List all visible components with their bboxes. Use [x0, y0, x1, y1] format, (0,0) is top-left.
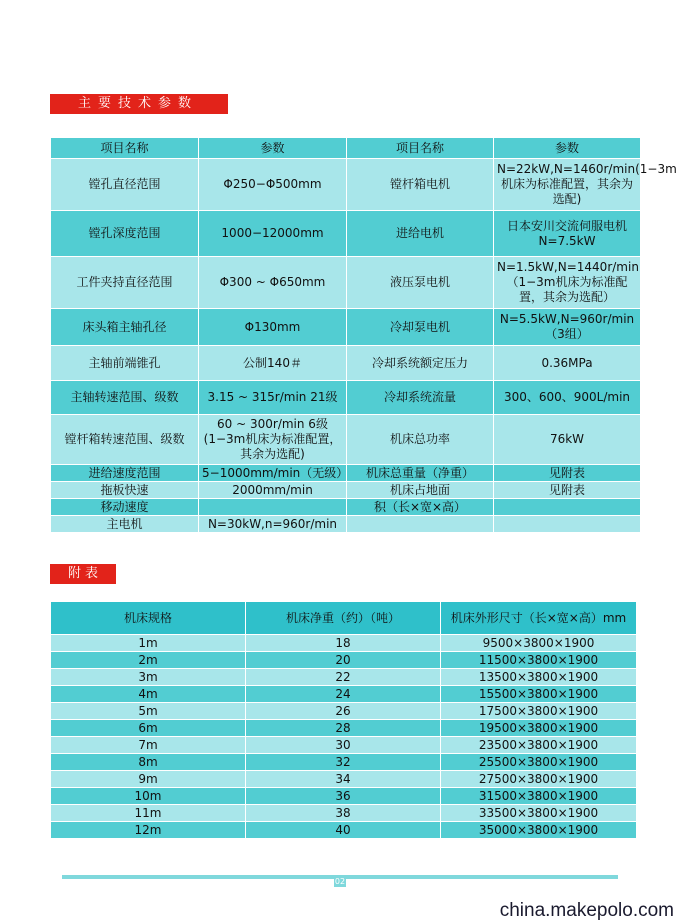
appendix-table-row: [51, 635, 637, 652]
spec-table-row: [51, 159, 641, 211]
appendix-table-row: [51, 788, 637, 805]
appendix-cell: 32: [246, 754, 441, 771]
appendix-cell: 27500×3800×1900: [441, 771, 637, 788]
appendix-cell: 33500×3800×1900: [441, 805, 637, 822]
appendix-cell: 10m: [51, 788, 246, 805]
spec-cell: 见附表: [494, 465, 641, 482]
spec-cell: 镗杆箱转速范围、级数: [51, 415, 199, 465]
appendix-cell: 24: [246, 686, 441, 703]
spec-cell: 76kW: [494, 415, 641, 465]
appendix-cell: 19500×3800×1900: [441, 720, 637, 737]
spec-cell: 镗孔深度范围: [51, 211, 199, 257]
spec-cell: 冷却系统额定压力: [347, 346, 494, 381]
appendix-cell: 23500×3800×1900: [441, 737, 637, 754]
appendix-table-row: [51, 822, 637, 839]
spec-table-row: [51, 516, 641, 533]
spec-cell: 300、600、900L/min: [494, 381, 641, 415]
appendix-header-cell: 机床规格: [51, 602, 246, 635]
spec-cell: 主轴转速范围、级数: [51, 381, 199, 415]
spec-cell: 镗孔直径范围: [51, 159, 199, 211]
appendix-cell: 12m: [51, 822, 246, 839]
spec-cell: 镗杆箱电机: [347, 159, 494, 211]
spec-cell: 见附表: [494, 482, 641, 499]
spec-table-row: [51, 211, 641, 257]
spec-cell: 冷却泵电机: [347, 309, 494, 346]
spec-table-row: [51, 415, 641, 465]
spec-cell: 机床总功率: [347, 415, 494, 465]
spec-cell: N=30kW,n=960r/min: [199, 516, 347, 533]
appendix-table: [50, 601, 637, 839]
spec-cell: 床头箱主轴孔径: [51, 309, 199, 346]
spec-table-row: [51, 499, 641, 516]
spec-header-cell: 项目名称: [51, 138, 199, 159]
spec-cell: 进给速度范围: [51, 465, 199, 482]
spec-cell: 机床占地面: [347, 482, 494, 499]
spec-header-cell: 参数: [494, 138, 641, 159]
page-number: 02: [334, 877, 346, 886]
spec-cell: 60 ~ 300r/min 6级(1−3m机床为标准配置，其余为选配): [199, 415, 347, 465]
appendix-table-row: [51, 737, 637, 754]
spec-cell: 进给电机: [347, 211, 494, 257]
appendix-cell: 25500×3800×1900: [441, 754, 637, 771]
spec-table: [50, 137, 677, 533]
appendix-cell: 36: [246, 788, 441, 805]
appendix-cell: 28: [246, 720, 441, 737]
spec-cell: [199, 499, 347, 516]
spec-cell: [494, 499, 641, 516]
spec-cell: 工件夹持直径范围: [51, 257, 199, 309]
spec-cell: Φ250−Φ500mm: [199, 159, 347, 211]
appendix-table-row: [51, 720, 637, 737]
spec-cell: 拖板快速: [51, 482, 199, 499]
spec-cell: 日本安川交流伺服电机N=7.5kW: [494, 211, 641, 257]
appendix-cell: 11m: [51, 805, 246, 822]
spec-cell: 0.36MPa: [494, 346, 641, 381]
appendix-table-row: [51, 805, 637, 822]
spec-header-cell: 项目名称: [347, 138, 494, 159]
appendix-cell: 13500×3800×1900: [441, 669, 637, 686]
appendix-table-row: [51, 771, 637, 788]
appendix-cell: 6m: [51, 720, 246, 737]
appendix-cell: 5m: [51, 703, 246, 720]
appendix-cell: 4m: [51, 686, 246, 703]
spec-table-row: [51, 482, 641, 499]
section-header-main-params: 主要技术参数: [50, 94, 228, 114]
spec-cell: [347, 516, 494, 533]
appendix-cell: 9m: [51, 771, 246, 788]
appendix-cell: 9500×3800×1900: [441, 635, 637, 652]
spec-table-row: [51, 346, 641, 381]
spec-cell: Φ300 ~ Φ650mm: [199, 257, 347, 309]
appendix-cell: 3m: [51, 669, 246, 686]
spec-cell: N=5.5kW,N=960r/min（3组）: [494, 309, 641, 346]
spec-cell: 5−1000mm/min（无级）: [199, 465, 347, 482]
spec-cell: 积（长×宽×高）: [347, 499, 494, 516]
appendix-cell: 7m: [51, 737, 246, 754]
appendix-cell: 18: [246, 635, 441, 652]
watermark-text: china.makepolo.com: [499, 900, 674, 921]
spec-cell: 3.15 ~ 315r/min 21级: [199, 381, 347, 415]
appendix-cell: 38: [246, 805, 441, 822]
spec-cell: 机床总重量（净重）: [347, 465, 494, 482]
spec-table-row: [51, 381, 641, 415]
appendix-cell: 40: [246, 822, 441, 839]
spec-cell: 冷却系统流量: [347, 381, 494, 415]
appendix-header-cell: 机床净重（约）（吨）: [246, 602, 441, 635]
spec-cell: 2000mm/min: [199, 482, 347, 499]
appendix-header-cell: 机床外形尺寸（长×宽×高）mm: [441, 602, 637, 635]
appendix-cell: 11500×3800×1900: [441, 652, 637, 669]
appendix-cell: 15500×3800×1900: [441, 686, 637, 703]
spec-cell: 液压泵电机: [347, 257, 494, 309]
spec-table-row: [51, 309, 641, 346]
appendix-table-row: [51, 754, 637, 771]
spec-table-header-row: [51, 138, 641, 159]
appendix-cell: 31500×3800×1900: [441, 788, 637, 805]
appendix-cell: 1m: [51, 635, 246, 652]
appendix-cell: 26: [246, 703, 441, 720]
appendix-table-row: [51, 686, 637, 703]
spec-cell: N=1.5kW,N=1440r/min（1−3m机床为标准配置，其余为选配）: [494, 257, 641, 309]
appendix-cell: 22: [246, 669, 441, 686]
spec-cell: [494, 516, 641, 533]
spec-table-row: [51, 257, 641, 309]
appendix-cell: 8m: [51, 754, 246, 771]
appendix-table-header-row: [51, 602, 637, 635]
spec-cell: 公制140＃: [199, 346, 347, 381]
spec-cell: N=22kW,N=1460r/min(1−3m机床为标准配置，其余为选配): [494, 159, 641, 211]
section-header-appendix: 附表: [50, 564, 116, 584]
spec-cell: Φ130mm: [199, 309, 347, 346]
spec-cell: 主电机: [51, 516, 199, 533]
appendix-table-row: [51, 669, 637, 686]
appendix-cell: 30: [246, 737, 441, 754]
appendix-table-row: [51, 652, 637, 669]
spec-header-cell: 参数: [199, 138, 347, 159]
spec-cell: 1000−12000mm: [199, 211, 347, 257]
spec-cell: 移动速度: [51, 499, 199, 516]
appendix-table-row: [51, 703, 637, 720]
appendix-cell: 17500×3800×1900: [441, 703, 637, 720]
appendix-cell: 20: [246, 652, 441, 669]
spec-cell: 主轴前端锥孔: [51, 346, 199, 381]
appendix-cell: 34: [246, 771, 441, 788]
spec-table-row: [51, 465, 641, 482]
appendix-cell: 35000×3800×1900: [441, 822, 637, 839]
appendix-cell: 2m: [51, 652, 246, 669]
